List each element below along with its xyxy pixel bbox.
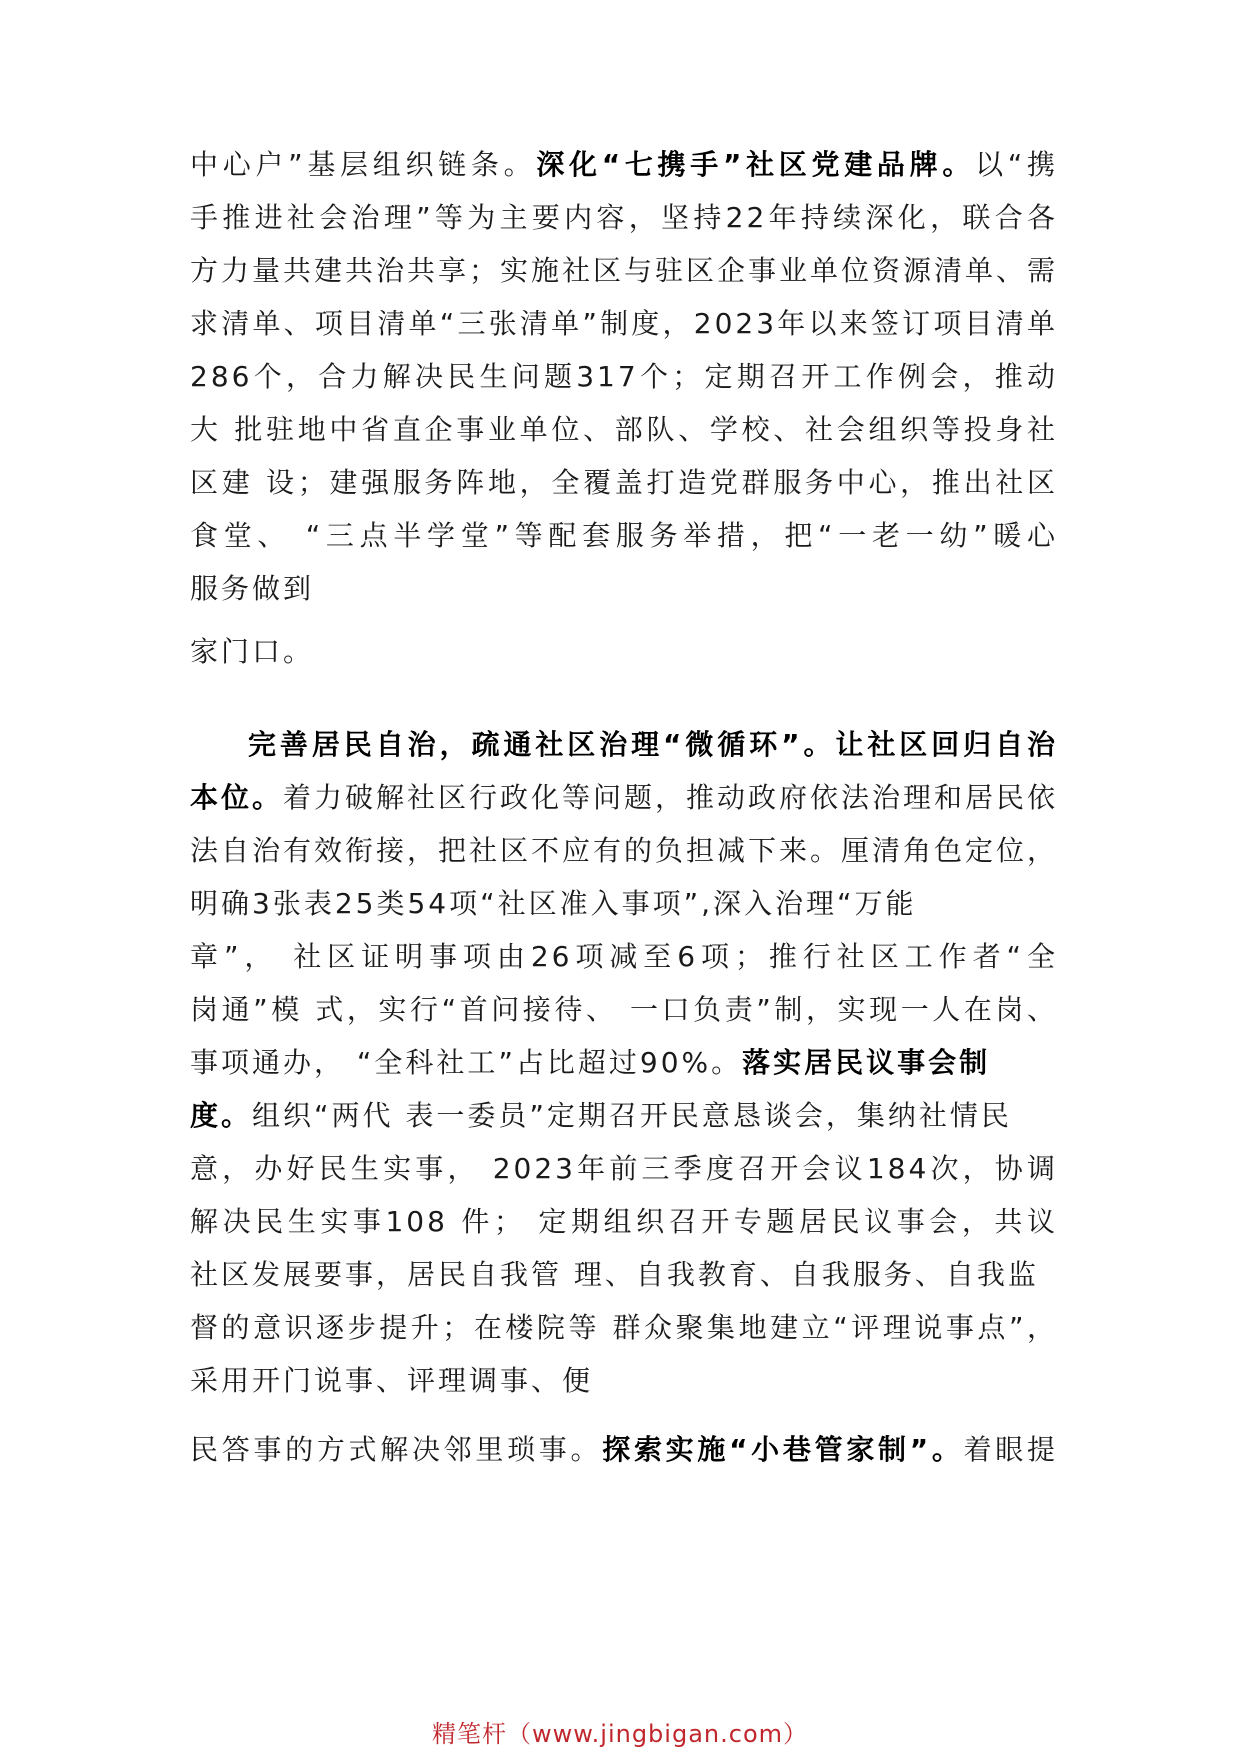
text-line-17 — [190, 1043, 990, 1083]
body-text-run: 食堂、 “三点半学堂”等配套服务举措，把“一老一幼”暖心 — [190, 519, 1058, 552]
bold-heading-text: 深化“七携手”社区党建品牌。 — [536, 148, 976, 181]
text-line-6 — [190, 410, 1058, 450]
body-text-run: 明确3张表25类54项“社区准入事项”,深入治理“万能 — [190, 887, 917, 920]
bold-heading-text: 本位。 — [190, 781, 284, 814]
text-line-5 — [190, 357, 1058, 397]
bold-heading-text: 落实居民议事会制 — [742, 1046, 991, 1079]
body-text-run: 手推进社会治理”等为主要内容，坚持22年持续深化，联合各 — [190, 201, 1058, 234]
text-line-3 — [190, 251, 1058, 291]
text-line-21 — [190, 1255, 1039, 1295]
text-line-15 — [190, 937, 1058, 977]
body-text-run: 着眼提 — [963, 1433, 1058, 1466]
body-text-run: 章”， 社区证明事项由26项减至6项；推行社区工作者“全 — [190, 940, 1058, 973]
text-line-16 — [190, 990, 1058, 1030]
body-text-run: 督的意识逐步提升；在楼院等 群众聚集地建立“评理说事点”， — [190, 1311, 1058, 1344]
text-line-20 — [190, 1202, 1058, 1242]
body-text-run: 286个，合力解决民生问题317个；定期召开工作例会，推动 — [190, 360, 1058, 393]
text-line-7 — [190, 463, 1058, 503]
body-text-run: 事项通办， “全科社工”占比超过90%。 — [190, 1046, 743, 1079]
text-line-18 — [190, 1096, 1012, 1136]
body-text-run: 以“携 — [975, 148, 1058, 181]
body-text-run: 区建 设；建强服务阵地，全覆盖打造党群服务中心，推出社区 — [190, 466, 1058, 499]
body-text-run: 社区发展要事，居民自我管 理、自我教育、自我服务、自我监 — [190, 1258, 1039, 1291]
body-text-run: 组织“两代 表一委员”定期召开民意恳谈会，集纳社情民 — [252, 1099, 1012, 1132]
body-text-run: 民答事的方式解决邻里琐事。 — [190, 1433, 603, 1466]
footer-watermark: 精笔杆（www.jingbigan.com） — [431, 1720, 809, 1748]
bold-heading-text: 探索实施“小巷管家制”。 — [602, 1433, 964, 1466]
text-line-12 — [190, 778, 1058, 818]
body-text-run: 法自治有效衔接，把社区不应有的负担减下来。厘清角色定位， — [190, 834, 1059, 867]
body-text-run: 方力量共建共治共享；实施社区与驻区企事业单位资源清单、需 — [190, 254, 1059, 287]
body-text-run: 解决民生实事108 件； 定期组织召开专题居民议事会，共议 — [190, 1205, 1058, 1238]
text-line-10 — [190, 632, 314, 672]
text-line-24 — [190, 1430, 1058, 1470]
body-text-run: 家门口。 — [190, 635, 315, 668]
text-line-22 — [190, 1308, 1058, 1348]
text-line-4 — [190, 304, 1058, 344]
body-text-run: 中心户”基层组织链条。 — [190, 148, 537, 181]
body-text-run: 大 批驻地中省直企事业单位、部队、学校、社会组织等投身社 — [190, 413, 1058, 446]
body-text-run: 服务做到 — [190, 572, 315, 605]
text-line-19 — [190, 1149, 1058, 1189]
body-text-run: 岗通”模 式，实行“首问接待、 一口负责”制，实现一人在岗、 — [190, 993, 1058, 1026]
text-line-1 — [190, 145, 1058, 185]
bold-heading-text: 度。 — [190, 1099, 253, 1132]
body-text-run: 采用开门说事、评理调事、便 — [190, 1364, 594, 1397]
text-line-23 — [190, 1361, 593, 1401]
text-line-8 — [190, 516, 1058, 556]
text-line-14 — [190, 884, 917, 924]
text-line-9 — [190, 569, 314, 609]
body-text-run: 意，办好民生实事， 2023年前三季度召开会议184次，协调 — [190, 1152, 1058, 1185]
text-line-13 — [190, 831, 1058, 871]
bold-heading-text: 完善居民自治，疏通社区治理“微循环”。让社区回归自治 — [248, 728, 1058, 761]
body-text-run: 着力破解社区行政化等问题，推动政府依法治理和居民依 — [283, 781, 1059, 814]
body-text-run: 求清单、项目清单“三张清单”制度，2023年以来签订项目清单 — [190, 307, 1058, 340]
text-line-11 — [248, 725, 1058, 765]
text-line-2 — [190, 198, 1058, 238]
